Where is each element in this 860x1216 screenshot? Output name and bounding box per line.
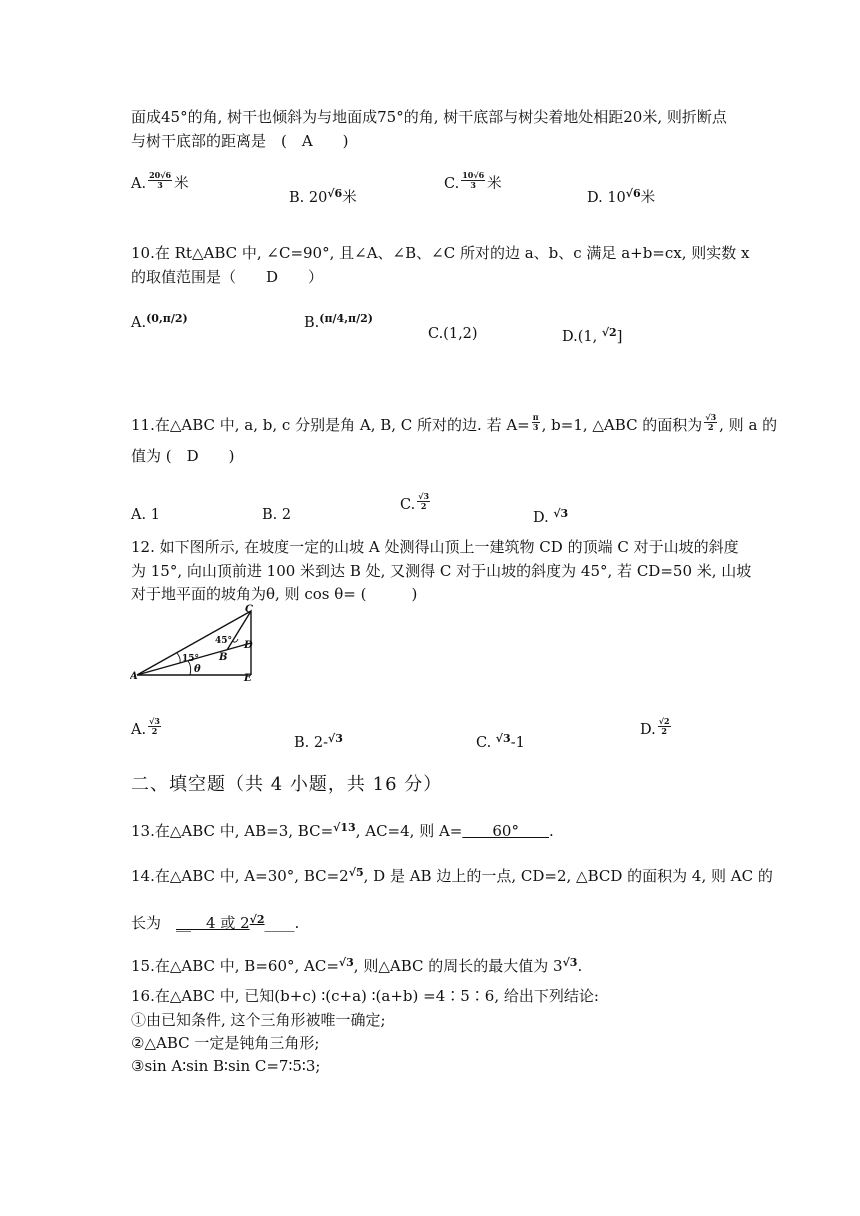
q11-text-line2: 值为 ( D ) (131, 447, 235, 465)
q10-option-a: A.$^{(0,\pi/2)}$ (131, 312, 188, 331)
q9-option-d: D. $10^{√6}$米 (587, 187, 656, 206)
q9-option-a: A. $\frac{20√6}{3}$ 米 (131, 170, 189, 192)
q12-text-line2: 为 15°, 向山顶前进 100 米到达 B 处, 又测得 C 对于山坡的斜度为 45°, 若 CD=50 米, 山坡 (131, 562, 752, 580)
q15-text: 15.在△ABC 中, B=60°, AC=$^{√3}$, 则△ABC 的周长的最大值为 $3^{√3}$. (131, 956, 583, 975)
q9-text-line2: 与树干底部的距离是 ( A ) (131, 132, 349, 150)
q12-text-line3: 对于地平面的坡角为θ, 则 cos θ= ( ) (131, 585, 418, 603)
q16-text-line4: ③sin A∶sin B∶sin C=7∶5∶3; (131, 1057, 321, 1075)
q12-option-c: C. $^{√3}$-1 (476, 732, 525, 751)
q11-option-b: B. 2 (262, 507, 292, 523)
label-b: B (219, 652, 228, 663)
q13-text: 13.在△ABC 中, AB=3, BC=$^{√13}$, AC=4, 则 A= 60° . (131, 821, 554, 840)
fraction: $\frac{√3}{2}$ (705, 412, 717, 432)
q16-text-line1: 16.在△ABC 中, 已知(b+c) ∶(c+a) ∶(a+b) =4∶5∶6, 给出下列结论: (131, 987, 599, 1005)
q9-text-line1: 面成45°的角, 树干也倾斜为与地面成75°的角, 树干底部与树尖着地处相距20米, 则折断点 (131, 108, 727, 126)
fraction: $\frac{\pi}{3}$ (532, 412, 539, 432)
q12-option-b: B. 2-$^{√3}$ (294, 732, 343, 751)
q16-text-line3: ②△ABC 一定是钝角三角形; (131, 1034, 320, 1052)
q10-option-b: B.$^{(\pi/4,\pi/2)}$ (304, 312, 373, 331)
section-heading-fill-in: 二、填空题（共 4 小题，共 16 分） (131, 774, 443, 795)
label-45deg: 45° (215, 636, 233, 646)
q12-option-a: A. $\frac{√3}{2}$ (131, 716, 160, 738)
q9-option-b: B. $20^{√6}$米 (289, 187, 357, 206)
q11-text-line1: 11.在△ABC 中, a, b, c 分别是角 A, B, C 所对的边. 若 A= $\frac{\pi}{3}$ , b=1, △ABC 的面积为 $\frac{√3}{2}$ , 则 a 的 (131, 412, 778, 434)
q9-option-c: C. $\frac{10√6}{3}$ 米 (444, 170, 502, 192)
label-e: E (244, 673, 252, 683)
fraction: $\frac{√3}{2}$ (418, 491, 430, 511)
q16-text-line2: ①由已知条件, 这个三角形被唯一确定; (131, 1011, 386, 1029)
fraction: $\frac{20√6}{3}$ (149, 170, 172, 190)
label-15deg: 15° (182, 654, 200, 664)
q12-text-line1: 12. 如下图所示, 在坡度一定的山坡 A 处测得山顶上一建筑物 CD 的顶端 C 对于山坡的斜度 (131, 538, 739, 556)
fraction: $\frac{10√6}{3}$ (462, 170, 485, 190)
q10-option-d: D.(1, $^{√2}$] (562, 326, 623, 345)
q11-option-a: A. 1 (131, 507, 160, 523)
q10-option-c: C.(1,2) (428, 326, 478, 342)
label-c: C (245, 604, 253, 615)
label-d: D (244, 640, 253, 651)
q11-option-c: C. $\frac{√3}{2}$ (400, 491, 430, 513)
q11-option-d: D. $^{√3}$ (533, 507, 569, 526)
angle-15-arc (177, 653, 180, 663)
q10-text-line2: 的取值范围是（ D ） (131, 268, 324, 286)
label-a: A (130, 671, 138, 682)
label-theta: θ (194, 664, 201, 675)
slope-diagram (130, 603, 265, 683)
q12-option-d: D. $\frac{√2}{2}$ (640, 716, 670, 738)
q14-text-line1: 14.在△ABC 中, A=30°, $BC=2^{√5}$, D 是 AB 边上的一点, CD=2, △BCD 的面积为 4, 则 AC 的 (131, 866, 773, 885)
fraction: $\frac{√3}{2}$ (149, 716, 160, 736)
q14-text-line2: 长为 __ 4 或 $2^{√2}\_\_\_\_$. (131, 913, 300, 932)
fraction: $\frac{√2}{2}$ (658, 716, 670, 736)
q10-text-line1: 10.在 Rt△ABC 中, ∠C=90°, 且∠A、∠B、∠C 所对的边 a、b、c 满足 a+b=cx, 则实数 x (131, 244, 750, 262)
